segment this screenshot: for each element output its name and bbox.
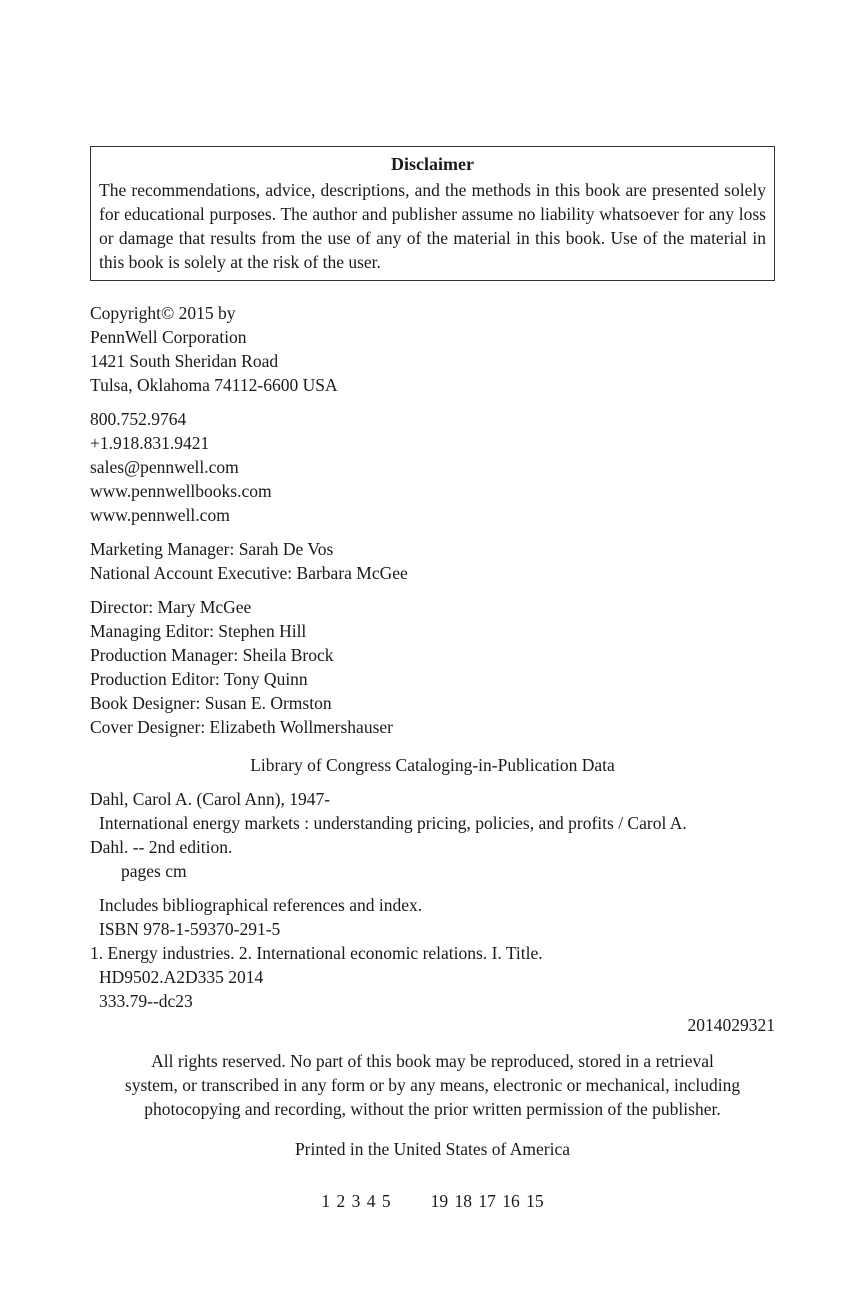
cover-designer: Cover Designer: Elizabeth Wollmershauser bbox=[90, 717, 393, 737]
publisher-city: Tulsa, Oklahoma 74112-6600 USA bbox=[90, 375, 338, 395]
website-books: www.pennwellbooks.com bbox=[90, 481, 272, 501]
account-executive: National Account Executive: Barbara McGee bbox=[90, 563, 408, 583]
sales-email: sales@pennwell.com bbox=[90, 457, 239, 477]
copyright-block bbox=[90, 301, 775, 397]
cip-book-title-cont: Dahl. -- 2nd edition. bbox=[90, 837, 233, 857]
publisher-name: PennWell Corporation bbox=[90, 327, 247, 347]
disclaimer-body: The recommendations, advice, descriptions, and the methods in this book are presented solely for educational purposes. The author and publisher assume no liability whatsoever for any loss or damage that results from the use of any of the material in this book. Use of the material in this book is solely at the risk of the user. bbox=[99, 180, 766, 272]
managing-editor: Managing Editor: Stephen Hill bbox=[90, 621, 307, 641]
cip-record bbox=[90, 787, 775, 883]
cip-details bbox=[90, 893, 775, 1037]
print-numbers-left: 1 2 3 4 5 bbox=[321, 1191, 391, 1211]
cip-book-title: International energy markets : understanding pricing, policies, and profits / Carol A. bbox=[99, 813, 687, 833]
website-main: www.pennwell.com bbox=[90, 505, 230, 525]
cip-dewey: 333.79--dc23 bbox=[99, 991, 193, 1011]
staff-block bbox=[90, 595, 775, 739]
cip-pages: pages cm bbox=[121, 861, 187, 881]
rights-line-2: system, or transcribed in any form or by any means, electronic or mechanical, including bbox=[124, 1075, 741, 1095]
printed-in: Printed in the United States of America bbox=[294, 1139, 571, 1159]
book-designer: Book Designer: Susan E. Ormston bbox=[90, 693, 332, 713]
rights-line-3: photocopying and recording, without the prior written permission of the publisher. bbox=[144, 1099, 721, 1119]
cip-isbn: ISBN 978-1-59370-291-5 bbox=[99, 919, 281, 939]
cip-lccn: 2014029321 bbox=[687, 1015, 775, 1035]
publisher-street: 1421 South Sheridan Road bbox=[90, 351, 279, 371]
cip-subjects: 1. Energy industries. 2. International economic relations. I. Title. bbox=[90, 943, 543, 963]
copyright-page bbox=[90, 146, 775, 1213]
director: Director: Mary McGee bbox=[90, 597, 252, 617]
production-editor: Production Editor: Tony Quinn bbox=[90, 669, 308, 689]
cip-lc-class: HD9502.A2D335 2014 bbox=[99, 967, 264, 987]
rights-line-1: All rights reserved. No part of this book may be reproduced, stored in a retrieval bbox=[151, 1051, 714, 1071]
cip-title: Library of Congress Cataloging-in-Publication Data bbox=[250, 755, 615, 775]
phone-intl: +1.918.831.9421 bbox=[90, 433, 210, 453]
disclaimer-title: Disclaimer bbox=[391, 154, 474, 174]
disclaimer-box bbox=[90, 146, 775, 281]
print-line bbox=[90, 1189, 775, 1213]
cip-author: Dahl, Carol A. (Carol Ann), 1947- bbox=[90, 789, 331, 809]
cip-includes: Includes bibliographical references and index. bbox=[99, 895, 423, 915]
marketing-manager: Marketing Manager: Sarah De Vos bbox=[90, 539, 334, 559]
rights-statement bbox=[90, 1049, 775, 1121]
print-numbers-right: 19 18 17 16 15 bbox=[430, 1191, 544, 1211]
marketing-block bbox=[90, 537, 775, 585]
copyright-line: Copyright© 2015 by bbox=[90, 303, 236, 323]
contact-block bbox=[90, 407, 775, 527]
production-manager: Production Manager: Sheila Brock bbox=[90, 645, 334, 665]
phone-tollfree: 800.752.9764 bbox=[90, 409, 187, 429]
